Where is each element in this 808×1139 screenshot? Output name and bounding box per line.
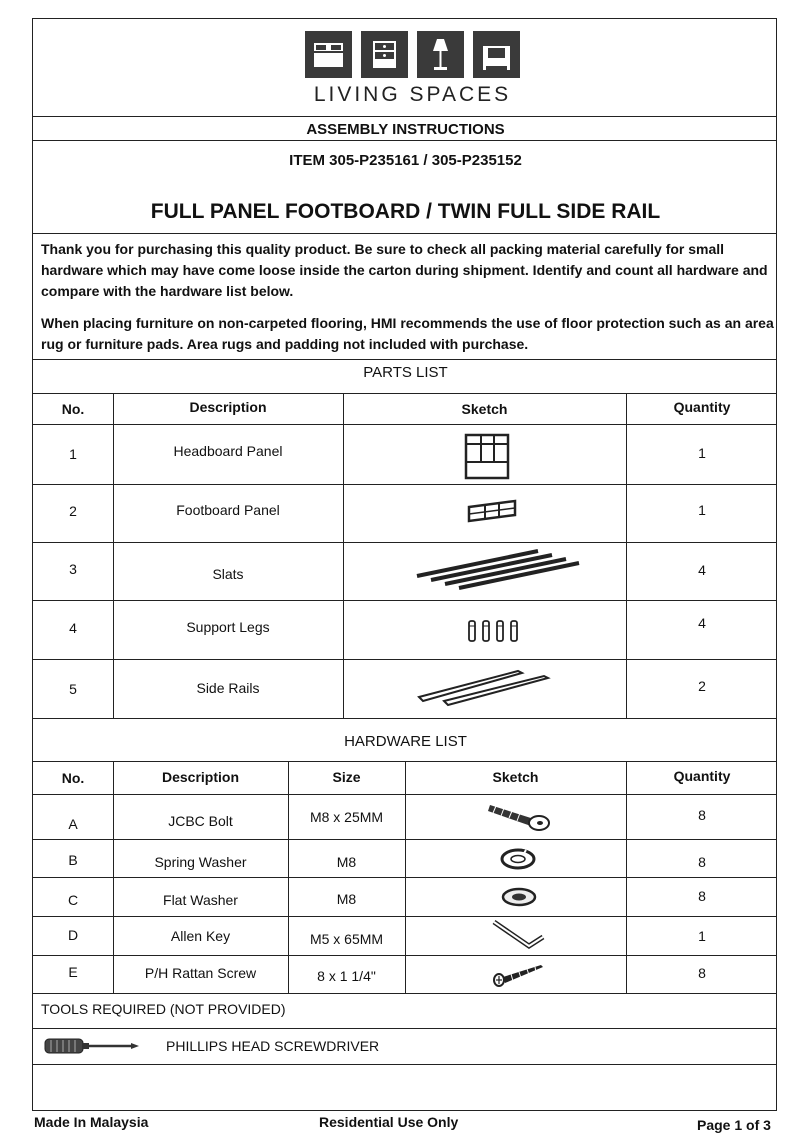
part-description: Footboard Panel <box>176 502 280 518</box>
hardware-size: 8 x 1 1/4" <box>317 968 376 984</box>
hardware-size: M8 <box>336 854 357 870</box>
part-quantity: 1 <box>698 502 706 518</box>
hardware-header-no: No. <box>61 770 85 786</box>
column-divider <box>626 762 627 993</box>
part-quantity: 4 <box>698 562 706 578</box>
spring-washer-icon <box>498 847 538 871</box>
lamp-icon <box>417 31 464 78</box>
divider <box>33 484 776 485</box>
product-title: FULL PANEL FOOTBOARD / TWIN FULL SIDE RAIL <box>150 200 661 223</box>
side-rails-icon <box>416 667 556 707</box>
hardware-quantity: 8 <box>698 888 706 904</box>
flat-washer-icon <box>499 885 539 909</box>
column-divider <box>343 394 344 718</box>
hardware-size: M8 <box>336 891 357 907</box>
allen-key-icon <box>491 919 547 953</box>
part-description: Side Rails <box>196 680 260 696</box>
hardware-header-size: Size <box>332 769 361 785</box>
hardware-header-sketch: Sketch <box>492 769 539 785</box>
part-quantity: 2 <box>698 678 706 694</box>
nightstand-icon <box>361 31 408 78</box>
hardware-description: Flat Washer <box>163 892 238 908</box>
hardware-no: A <box>68 816 78 832</box>
assembly-instructions-title: ASSEMBLY INSTRUCTIONS <box>306 121 505 138</box>
divider <box>33 718 776 719</box>
hardware-quantity: 8 <box>698 965 706 981</box>
hardware-quantity: 1 <box>698 928 706 944</box>
support-legs-icon <box>466 617 522 645</box>
part-quantity: 4 <box>698 615 706 631</box>
part-no: 2 <box>69 503 77 519</box>
parts-header-no: No. <box>61 401 85 417</box>
column-divider <box>626 394 627 718</box>
hardware-size: M8 x 25MM <box>309 809 384 825</box>
parts-list-title: PARTS LIST <box>363 364 448 381</box>
column-divider <box>288 762 289 993</box>
hardware-quantity: 8 <box>698 807 706 823</box>
divider <box>33 993 776 994</box>
residential-use-label: Residential Use Only <box>319 1114 459 1130</box>
parts-header-quantity: Quantity <box>673 399 731 415</box>
divider <box>33 359 776 360</box>
part-no: 1 <box>69 446 77 462</box>
hardware-description: Allen Key <box>170 928 231 944</box>
hardware-header-quantity: Quantity <box>673 768 731 784</box>
parts-header-description: Description <box>189 399 267 415</box>
bed-icon <box>305 31 352 78</box>
hardware-size: M5 x 65MM <box>309 931 384 947</box>
instruction-sheet <box>32 18 777 1111</box>
made-in-label: Made In Malaysia <box>34 1114 149 1130</box>
divider <box>33 600 776 601</box>
intro-paragraph: Thank you for purchasing this quality product. Be sure to check all packing material carefully for small hardware which may have come loose inside the carton during shipment. Identify and count all hardware and compare with the hardware list below. <box>41 241 768 299</box>
hardware-no: E <box>68 964 78 980</box>
slats-icon <box>413 547 583 591</box>
column-divider <box>405 762 406 993</box>
divider <box>33 1028 776 1029</box>
part-description: Headboard Panel <box>173 443 283 459</box>
hardware-quantity: 8 <box>698 854 706 870</box>
divider <box>33 542 776 543</box>
divider <box>33 424 776 425</box>
part-description: Support Legs <box>186 619 270 635</box>
tools-required-title: TOOLS REQUIRED (NOT PROVIDED) <box>41 1001 286 1017</box>
living-spaces-logo <box>305 31 520 109</box>
hardware-header-description: Description <box>161 769 239 785</box>
hardware-description: P/H Rattan Screw <box>144 965 257 981</box>
bolt-icon <box>488 799 554 831</box>
divider <box>33 393 776 394</box>
page-number: Page 1 of 3 <box>697 1117 771 1133</box>
parts-header-sketch: Sketch <box>461 401 508 417</box>
hardware-no: C <box>67 892 79 908</box>
armchair-icon <box>473 31 520 78</box>
divider <box>33 659 776 660</box>
part-no: 5 <box>69 681 77 697</box>
part-no: 4 <box>69 620 77 636</box>
hardware-list-title: HARDWARE LIST <box>344 733 467 750</box>
footboard-panel-icon <box>465 497 520 525</box>
part-description: Slats <box>212 566 244 582</box>
divider <box>33 116 776 117</box>
hardware-no: D <box>67 927 79 943</box>
logo-wordmark: LIVING SPACES <box>313 83 512 106</box>
part-quantity: 1 <box>698 445 706 461</box>
screwdriver-icon <box>43 1035 143 1057</box>
item-number: ITEM 305-P235161 / 305-P235152 <box>289 152 522 169</box>
divider <box>33 1064 776 1065</box>
divider <box>33 140 776 141</box>
divider <box>33 233 776 234</box>
hardware-no: B <box>68 852 78 868</box>
floor-protection-paragraph: When placing furniture on non-carpeted flooring, HMI recommends the use of floor protection such as an area rug or furniture pads. Area rugs and padding not included with purchase. <box>41 315 774 352</box>
column-divider <box>113 762 114 993</box>
hardware-description: JCBC Bolt <box>168 813 233 829</box>
part-no: 3 <box>69 561 77 577</box>
screwdriver-label: PHILLIPS HEAD SCREWDRIVER <box>166 1038 380 1054</box>
screw-icon <box>491 959 547 989</box>
headboard-panel-icon <box>463 432 513 480</box>
hardware-description: Spring Washer <box>154 854 247 870</box>
